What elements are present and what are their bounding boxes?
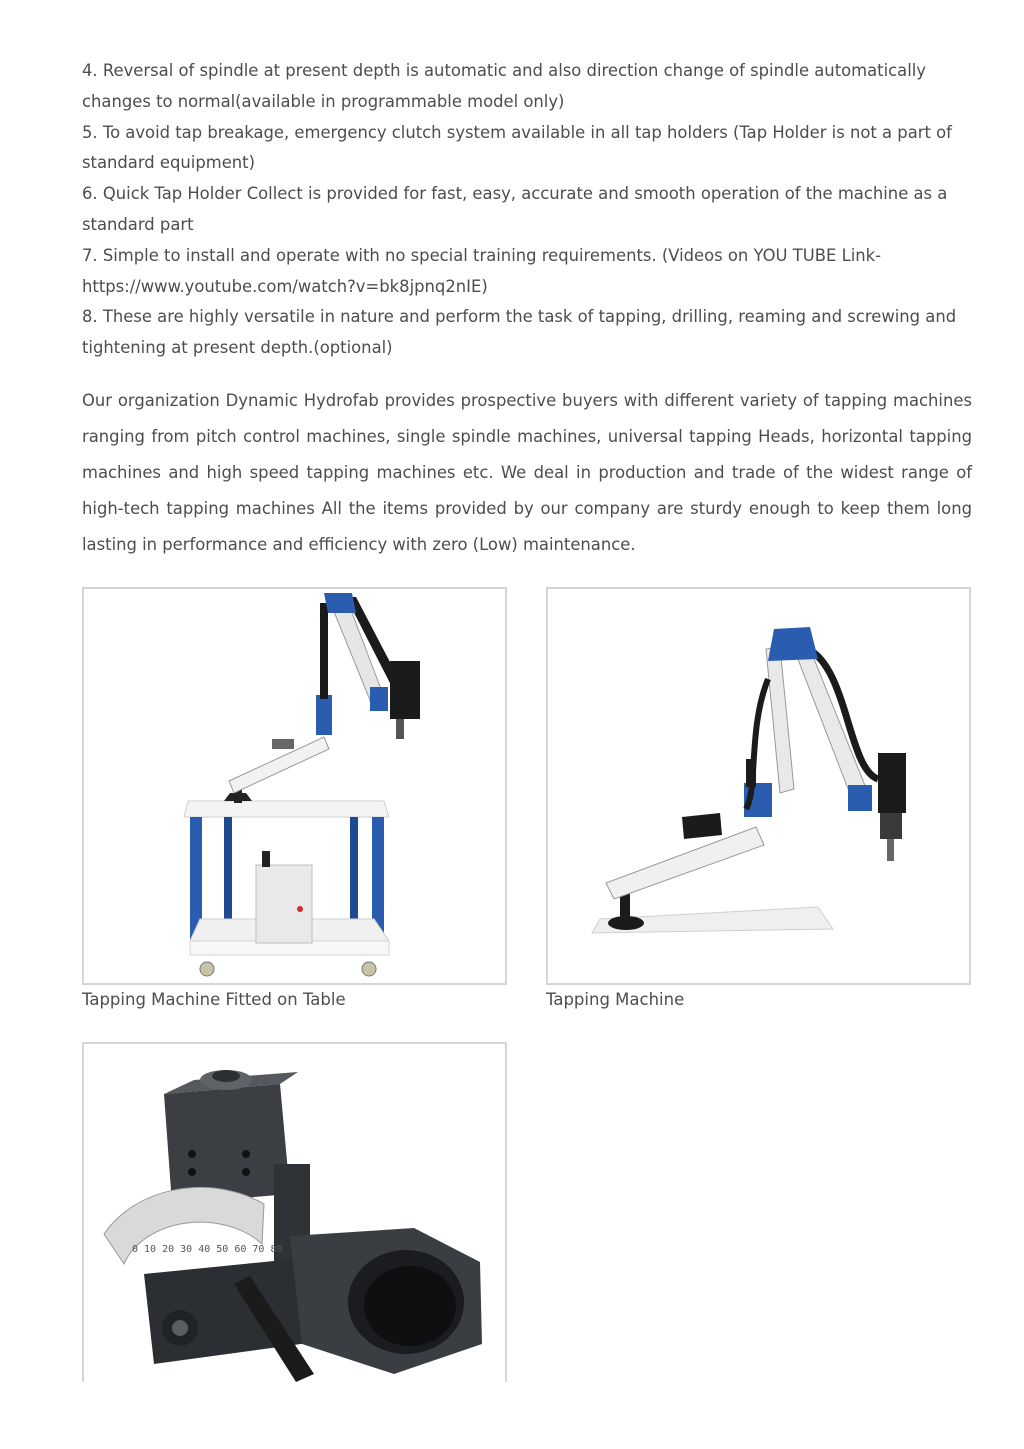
- figure-caption: Tapping Machine Fitted on Table: [82, 990, 346, 1009]
- list-item: 5. To avoid tap breakage, emergency clutch system available in all tap holders (Tap Holder is not a part of standard equipment): [82, 122, 952, 173]
- company-description: Our organization Dynamic Hydrofab provides prospective buyers with different variety of tapping machines ranging from pitch control machines, single spindle machines, universal tapping Heads, horizontal tapping machines and high speed tapping machines etc. We deal in production and trade of the widest range of high-tech tapping machines All the items provided by our company are sturdy enough to keep them long lasting in performance and efficiency with zero (Low) maintenance.: [82, 391, 972, 554]
- tapping-machine-table-image: [82, 587, 507, 985]
- list-item: 8. These are highly versatile in nature and perform the task of tapping, drilling, reaming and screwing and tightening at present depth.(optional): [82, 307, 957, 358]
- tapping-fixture-image: [82, 1042, 507, 1382]
- list-item: 4. Reversal of spindle at present depth is automatic and also direction change of spindle automatically changes to normal(available in programmable model only): [82, 61, 926, 111]
- protractor-scale: 0 10 20 30 40 50 60 70 80: [132, 1244, 283, 1255]
- list-item: 7. Simple to install and operate with no special training requirements. (Videos on YOU TUBE Link- https://www.youtube.com/watch?v=bk8jpnq2nIE): [82, 245, 882, 296]
- list-item: 6. Quick Tap Holder Collect is provided for fast, easy, accurate and smooth operation of the machine as a standard part: [82, 184, 948, 234]
- figure-caption: Tapping Machine: [546, 990, 685, 1009]
- feature-list: [82, 56, 962, 364]
- tapping-machine-image: [546, 587, 971, 985]
